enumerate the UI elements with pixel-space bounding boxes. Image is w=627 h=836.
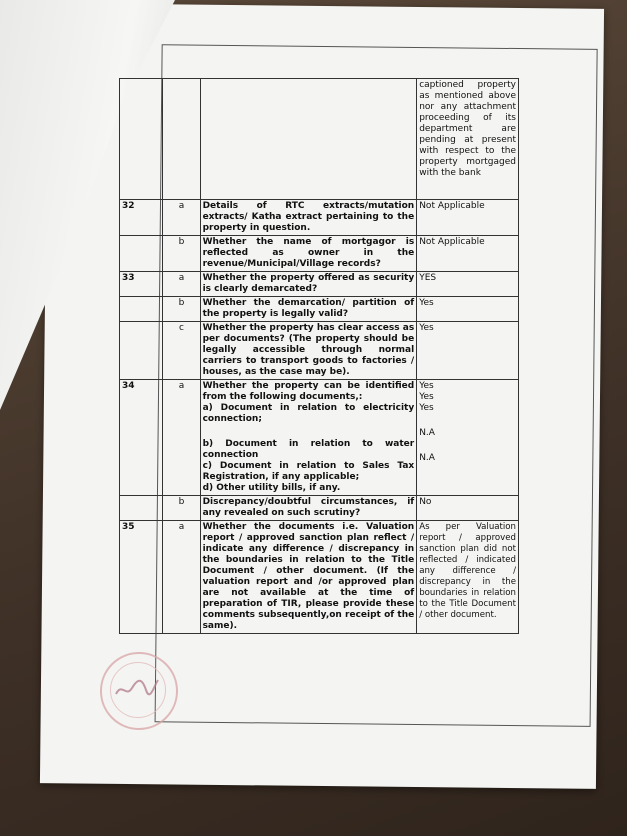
answer-cell: captioned property as mentioned above nor any attachment proceeding of its department are pending at present with respect to the property mortgaged with the bank (417, 79, 519, 200)
question-cell: Whether the property has clear access as per documents? (The property should be legally accessible through normal carriers to transport goods to factories / houses, as the case may be). (200, 322, 417, 380)
spacer (203, 425, 415, 439)
company-seal-stamp (100, 652, 178, 730)
question-cell: Whether the property offered as security is clearly demarcated? (200, 272, 417, 297)
item-number: 35 (120, 521, 163, 634)
sub-item: b (163, 236, 200, 272)
answer-cell: No (417, 496, 519, 521)
table-row (120, 521, 519, 634)
item-number (120, 297, 163, 322)
question-water: b) Document in relation to water connection (202, 439, 415, 460)
sub-item: a (163, 521, 200, 634)
question-utility-bills: d) Other utility bills, if any. (202, 483, 341, 493)
item-number: 32 (120, 200, 163, 236)
item-number (120, 79, 163, 200)
answer-cell: Yes (417, 322, 519, 380)
sub-item: a (163, 272, 200, 297)
sub-item: a (163, 200, 200, 236)
item-number: 33 (120, 272, 163, 297)
sub-item: c (163, 322, 200, 380)
question-cell: Discrepancy/doubtful circumstances, if any revealed on such scrutiny? (200, 496, 417, 521)
answer-cell: As per Valuation report / approved sanction plan did not reflected / indicated any difference / discrepancy in the boundaries in relation to the Title Document / other document. (417, 521, 519, 634)
spacer (419, 414, 516, 428)
answer-cell: YES (417, 272, 519, 297)
sub-item: b (163, 297, 200, 322)
sub-item: a (163, 380, 200, 496)
sub-item: b (163, 496, 200, 521)
question-cell: Whether the documents i.e. Valuation report / approved sanction plan reflect / indicate any difference / discrepancy in the boundaries in relation to the Title Document / other document. (If the valuation report and /or approved plan are not available at the time of preparation of TIR, please provide these comments subsequently,on receipt of the same). (200, 521, 417, 634)
answer-electricity-2: Yes (419, 403, 434, 413)
spacer (419, 439, 516, 453)
table-row (120, 297, 519, 322)
item-number: 34 (120, 380, 163, 496)
question-electricity: a) Document in relation to electricity connection; (202, 403, 415, 424)
answer-electricity: Yes (419, 392, 434, 402)
answer-cell (417, 380, 519, 496)
answer-water: N.A (419, 428, 435, 438)
question-cell (200, 79, 417, 200)
title-investigation-table (119, 78, 519, 634)
table-row (120, 496, 519, 521)
item-number (120, 322, 163, 380)
table-row (120, 272, 519, 297)
item-number (120, 236, 163, 272)
answer-intro: Yes (419, 381, 434, 391)
answer-cell: Not Applicable (417, 200, 519, 236)
question-cell: Whether the name of mortgagor is reflected as owner in the revenue/Municipal/Village records? (200, 236, 417, 272)
question-sales-tax: c) Document in relation to Sales Tax Registration, if any applicable; (202, 461, 415, 482)
answer-sales-tax: N.A (419, 453, 435, 463)
question-cell: Details of RTC extracts/mutation extracts/ Katha extract pertaining to the property in question. (200, 200, 417, 236)
answer-cell: Yes (417, 297, 519, 322)
seal-signature-icon (112, 672, 162, 702)
table-row (120, 322, 519, 380)
table-row (120, 380, 519, 496)
table-row (120, 200, 519, 236)
answer-cell: Not Applicable (417, 236, 519, 272)
question-intro: Whether the property can be identified from the following documents,: (202, 381, 415, 402)
sub-item (163, 79, 200, 200)
question-cell (200, 380, 417, 496)
question-cell: Whether the demarcation/ partition of the property is legally valid? (200, 297, 417, 322)
table-row (120, 236, 519, 272)
table-row (120, 79, 519, 200)
item-number (120, 496, 163, 521)
